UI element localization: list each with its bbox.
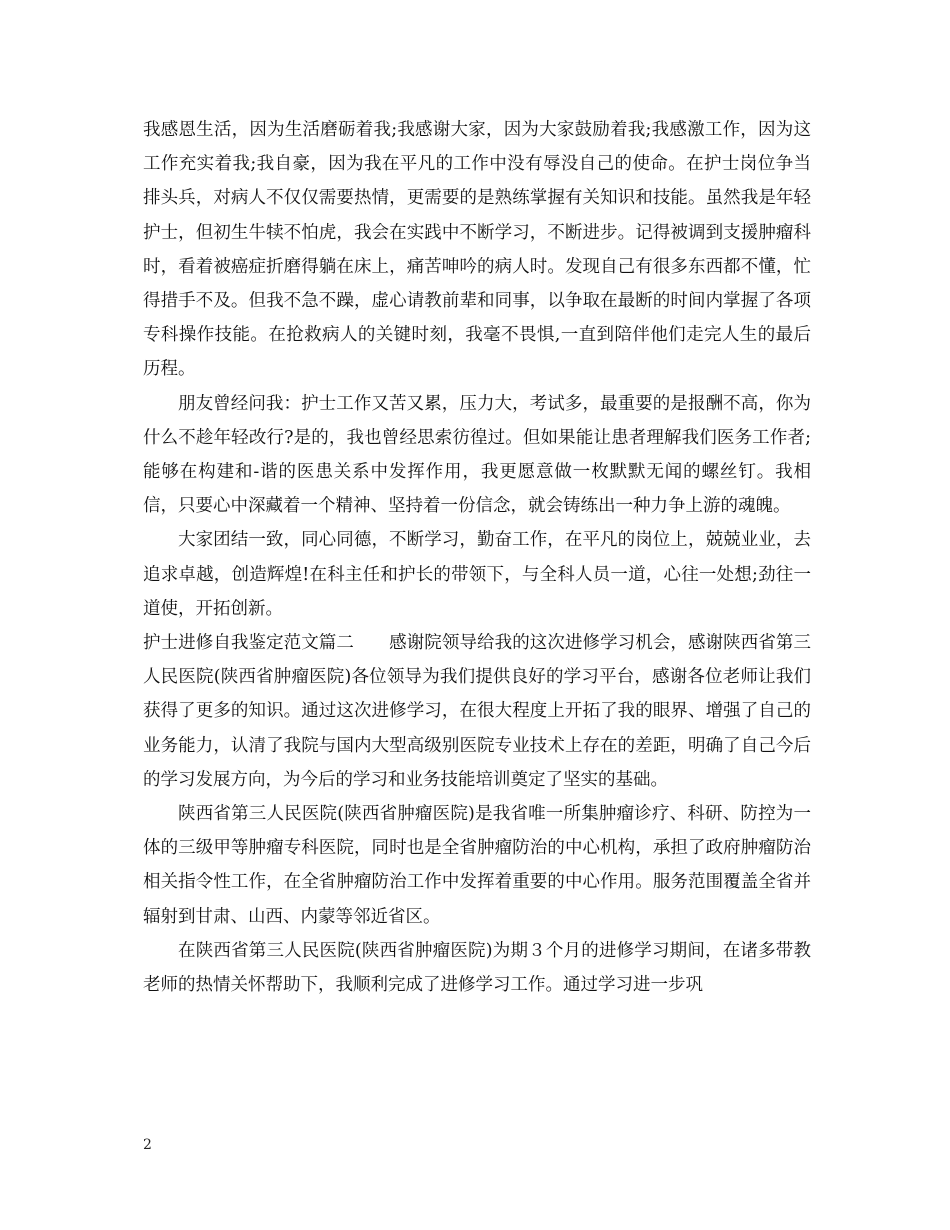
paragraph: 在陕西省第三人民医院(陕西省肿瘤医院)为期３个月的进修学习期间，在诸多带教老师的热情关怀帮助下，我顺利完成了进修学习工作。通过学习进一步巩 — [143, 940, 811, 996]
page-number: 2 — [143, 1137, 152, 1153]
paragraph: 大家团结一致，同心同德，不断学习，勤奋工作，在平凡的岗位上，兢兢业业，去追求卓越，创造辉煌!在科主任和护长的带领下，与全科人员一道，心往一处想;劲往一道使，开拓创新。 — [143, 530, 811, 619]
section-heading-paragraph: 护士进修自我鉴定范文篇二 感谢院领导给我的这次进修学习机会，感谢陕西省第三人民医院(陕西省肿瘤医院)各位领导为我们提供良好的学习平台，感谢各位老师让我们获得了更多的知识。通过这次进修学习，在很大程度上开拓了我的眼界、增强了自己的业务能力，认清了我院与国内大型高级别医院专业技术上存在的差距，明确了自己今后的学习发展方向，为今后的学习和业务技能培训奠定了坚实的基础。 — [143, 633, 811, 790]
document-body — [143, 113, 811, 1002]
paragraph: 朋友曾经问我：护士工作又苦又累，压力大，考试多，最重要的是报酬不高，你为什么不趁年轻改行?是的，我也曾经思索彷徨过。但如果能让患者理解我们医务工作者;能够在构建和-谐的医患关系中发挥作用，我更愿意做一枚默默无闻的螺丝钉。我相信，只要心中深藏着一个精神、坚持着一份信念，就会铸练出一种力争上游的魂魄。 — [143, 393, 811, 517]
paragraph: 我感恩生活，因为生活磨砺着我;我感谢大家，因为大家鼓励着我;我感激工作，因为这工作充实着我;我自豪，因为我在平凡的工作中没有辱没自己的使命。在护士岗位争当排头兵，对病人不仅仅需要热情，更需要的是熟练掌握有关知识和技能。虽然我是年轻护士，但初生牛犊不怕虎，我会在实践中不断学习，不断进步。记得被调到支援肿瘤科时，看着被癌症折磨得躺在床上，痛苦呻吟的病人时。发现自己有很多东西都不懂，忙得措手不及。但我不急不躁，虚心请教前辈和同事，以争取在最断的时间内掌握了各项专科操作技能。在抢救病人的关键时刻，我毫不畏惧,一直到陪伴他们走完人生的最后历程。 — [143, 120, 811, 380]
paragraph: 陕西省第三人民医院(陕西省肿瘤医院)是我省唯一所集肿瘤诊疗、科研、防控为一体的三级甲等肿瘤专科医院，同时也是全省肿瘤防治的中心机构，承担了政府肿瘤防治相关指令性工作，在全省肿瘤防治工作中发挥着重要的中心作用。服务范围覆盖全省并辐射到甘肃、山西、内蒙等邻近省区。 — [143, 804, 811, 927]
